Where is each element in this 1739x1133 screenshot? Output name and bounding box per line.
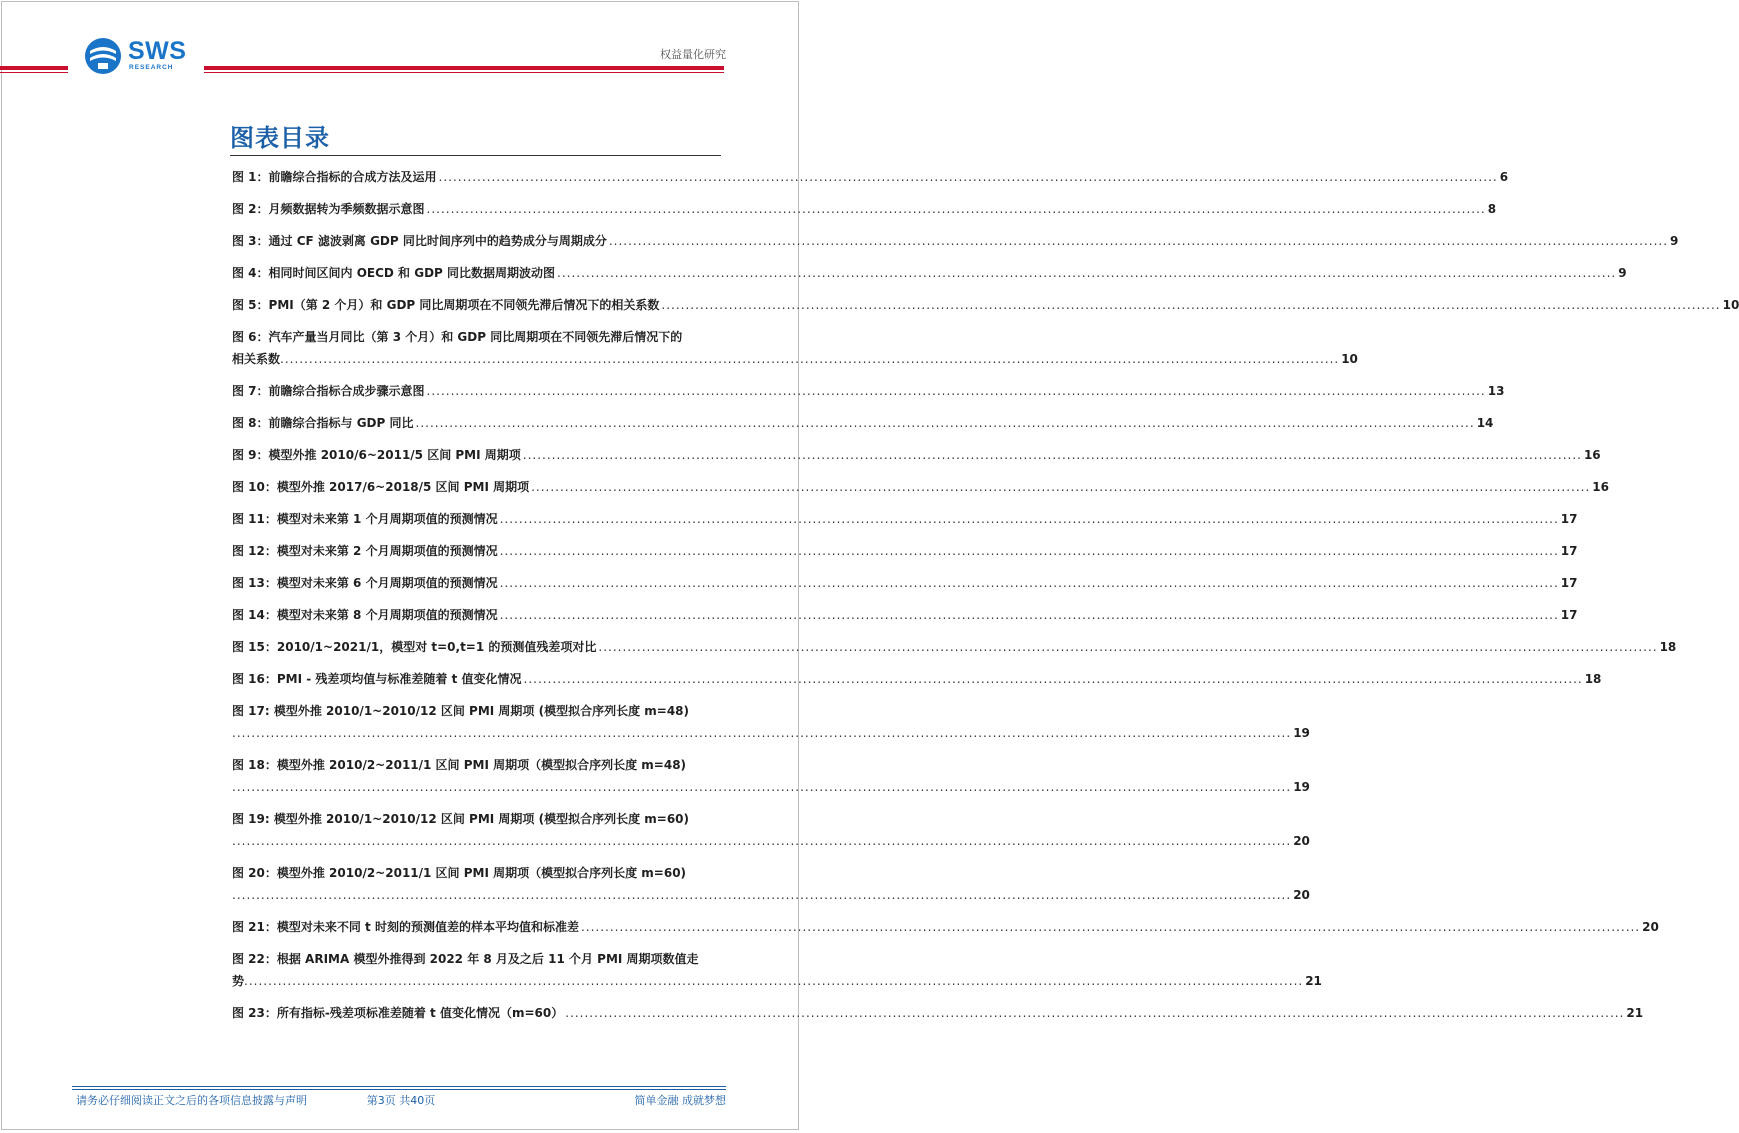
toc-leader-dots: ............................................................................................................................................................................................................................ [522, 448, 1582, 462]
toc-leader-dots: ............................................................................................................................................................................................................................ [531, 480, 1591, 494]
toc-entry-page: 21 [1305, 974, 1322, 988]
footer-disclaimer: 请务必仔细阅读正文之后的各项信息披露与声明 [76, 1094, 307, 1107]
toc-entry-text: 图 6：汽车产量当月同比（第 3 个月）和 GDP 同比周期项在不同领先滞后情况下的 [232, 330, 683, 344]
toc-leader-dots: ............................................................................................................................................................................................................................ [565, 1006, 1625, 1020]
section-label: 权益量化研究 [660, 48, 726, 61]
footer-rule [72, 1086, 726, 1087]
toc-entry-text: 图 11：模型对未来第 1 个月周期项值的预测情况 [232, 512, 498, 526]
toc-leader-dots: ............................................................................................................................................................................................................................ [280, 352, 1340, 366]
footer-page-info: 第3页 共40页 [366, 1094, 436, 1107]
toc-leader-dots: ............................................................................................................................................................................................................................ [232, 888, 1292, 902]
header-rule-right-thin [204, 72, 724, 73]
toc-entry-page: 20 [1642, 920, 1659, 934]
toc-entry-page: 17 [1560, 512, 1578, 526]
title-divider [230, 155, 721, 156]
toc-leader-dots: ............................................................................................................................................................................................................................ [499, 576, 1559, 590]
toc-entry-text: 图 8：前瞻综合指标与 GDP 同比 [232, 416, 414, 430]
toc-entry-page: 17 [1560, 544, 1578, 558]
toc-entry-text: 图 19: 模型外推 2010/1~2010/12 区间 PMI 周期项 (模型拟合序列长度 m=60) [232, 812, 690, 826]
toc-entry-text: 图 4：相同时间区间内 OECD 和 GDP 同比数据周期波动图 [232, 266, 556, 280]
toc-leader-dots: ............................................................................................................................................................................................................................ [580, 920, 1641, 934]
toc-entry[interactable] [232, 477, 1609, 509]
toc-entry[interactable] [232, 263, 1627, 295]
toc-entry-page: 18 [1584, 672, 1602, 686]
toc-leader-dots: ............................................................................................................................................................................................................................ [499, 512, 1559, 526]
toc-entry-text: 图 16：PMI - 残差项均值与标准差随着 t 值变化情况 [232, 672, 522, 686]
toc-entry[interactable] [232, 863, 1310, 917]
toc-entry-page: 10 [1722, 298, 1739, 312]
toc-leader-dots: ............................................................................................................................................................................................................................ [608, 234, 1669, 248]
toc-leader-dots: ............................................................................................................................................................................................................................ [499, 544, 1559, 558]
toc-entry-page: 16 [1583, 448, 1601, 462]
toc-entry[interactable] [232, 1003, 1644, 1035]
logo-text: SWS [128, 37, 187, 65]
toc-entry[interactable] [232, 605, 1578, 637]
toc-entry-page: 19 [1293, 726, 1310, 740]
toc-leader-dots: ............................................................................................................................................................................................................................ [661, 298, 1721, 312]
toc-entry[interactable] [232, 701, 1310, 755]
header-rule-left [0, 66, 68, 70]
toc-entry-page: 9 [1618, 266, 1627, 280]
toc-entry-page: 20 [1293, 834, 1310, 848]
toc-entry-page: 13 [1487, 384, 1505, 398]
toc-entry[interactable] [232, 669, 1602, 701]
toc-leader-dots: ............................................................................................................................................................................................................................ [244, 974, 1304, 988]
toc-entry-page: 21 [1626, 1006, 1644, 1020]
toc-entry-text-cont: 势 [232, 974, 245, 988]
toc-entry-text: 图 14：模型对未来第 8 个月周期项值的预测情况 [232, 608, 498, 622]
toc-entry-text: 图 18：模型外推 2010/2~2011/1 区间 PMI 周期项（模型拟合序列长度 m=48) [232, 758, 687, 772]
toc-leader-dots: ............................................................................................................................................................................................................................ [415, 416, 1475, 430]
toc-leader-dots: ............................................................................................................................................................................................................................ [426, 384, 1486, 398]
page-title: 图表目录 [230, 124, 330, 152]
toc-entry[interactable] [232, 231, 1679, 263]
toc-entry-page: 18 [1659, 640, 1677, 654]
toc-entry-text: 图 17: 模型外推 2010/1~2010/12 区间 PMI 周期项 (模型拟合序列长度 m=48) [232, 704, 690, 718]
toc-entry-text: 图 1：前瞻综合指标的合成方法及运用 [232, 170, 437, 184]
toc-entry[interactable] [232, 509, 1578, 541]
toc-leader-dots: ............................................................................................................................................................................................................................ [232, 726, 1292, 740]
toc-entry-page: 17 [1560, 608, 1578, 622]
toc-entry-text: 图 13：模型对未来第 6 个月周期项值的预测情况 [232, 576, 498, 590]
footer-rule-thin [72, 1089, 726, 1090]
toc-entry-text: 图 5：PMI（第 2 个月）和 GDP 同比周期项在不同领先滞后情况下的相关系数 [232, 298, 660, 312]
toc-entry[interactable] [232, 445, 1601, 477]
footer-slogan: 简单金融 成就梦想 [634, 1094, 726, 1107]
toc-entry[interactable] [232, 327, 1358, 381]
toc-leader-dots: ............................................................................................................................................................................................................................ [523, 672, 1583, 686]
toc-entry-page: 14 [1476, 416, 1494, 430]
sws-logo-icon [84, 37, 122, 75]
toc-leader-dots: ............................................................................................................................................................................................................................ [232, 780, 1292, 794]
toc-entry-text-cont: 相关系数 [232, 352, 281, 366]
toc-entry-text: 图 21：模型对未来不同 t 时刻的预测值差的样本平均值和标准差 [232, 920, 579, 934]
toc-entry[interactable] [232, 413, 1494, 445]
figure-list [232, 167, 1739, 1035]
toc-entry[interactable] [232, 809, 1310, 863]
toc-entry[interactable] [232, 573, 1578, 605]
toc-entry[interactable] [232, 949, 1322, 1003]
toc-entry-text: 图 9：模型外推 2010/6~2011/5 区间 PMI 周期项 [232, 448, 521, 462]
toc-entry[interactable] [232, 917, 1659, 949]
toc-entry[interactable] [232, 541, 1578, 573]
toc-entry-page: 16 [1592, 480, 1609, 494]
header-rule-right [204, 66, 724, 70]
toc-leader-dots: ............................................................................................................................................................................................................................ [557, 266, 1617, 280]
toc-entry[interactable] [232, 637, 1677, 669]
toc-entry-page: 6 [1499, 170, 1509, 184]
toc-entry-text: 图 20：模型外推 2010/2~2011/1 区间 PMI 周期项（模型拟合序列长度 m=60) [232, 866, 687, 880]
toc-entry[interactable] [232, 381, 1505, 413]
toc-entry-text: 图 10：模型外推 2017/6~2018/5 区间 PMI 周期项 [232, 480, 530, 494]
toc-entry-text: 图 22：根据 ARIMA 模型外推得到 2022 年 8 月及之后 11 个月 PMI 周期项数值走 [232, 952, 699, 966]
toc-entry-page: 20 [1293, 888, 1310, 902]
toc-leader-dots: ............................................................................................................................................................................................................................ [232, 834, 1292, 848]
header-rule-left-thin [0, 72, 68, 73]
toc-leader-dots: ............................................................................................................................................................................................................................ [438, 170, 1498, 184]
logo-subtext: RESEARCH [129, 64, 174, 71]
toc-entry[interactable] [232, 199, 1497, 231]
toc-entry-text: 图 7：前瞻综合指标合成步骤示意图 [232, 384, 425, 398]
toc-entry-text: 图 12：模型对未来第 2 个月周期项值的预测情况 [232, 544, 498, 558]
toc-entry-page: 10 [1341, 352, 1358, 366]
toc-entry-page: 9 [1670, 234, 1679, 248]
toc-leader-dots: ............................................................................................................................................................................................................................ [426, 202, 1486, 216]
toc-entry[interactable] [232, 755, 1310, 809]
toc-entry-text: 图 3：通过 CF 滤波剥离 GDP 同比时间序列中的趋势成分与周期成分 [232, 234, 607, 248]
toc-leader-dots: ............................................................................................................................................................................................................................ [499, 608, 1559, 622]
toc-entry-page: 8 [1487, 202, 1497, 216]
toc-entry[interactable] [232, 295, 1739, 327]
toc-leader-dots: ............................................................................................................................................................................................................................ [598, 640, 1658, 654]
toc-entry[interactable] [232, 167, 1509, 199]
toc-entry-text: 图 2：月频数据转为季频数据示意图 [232, 202, 425, 216]
toc-entry-text: 图 15：2010/1~2021/1，模型对 t=0,t=1 的预测值残差项对比 [232, 640, 597, 654]
toc-entry-page: 17 [1560, 576, 1578, 590]
toc-entry-text: 图 23：所有指标-残差项标准差随着 t 值变化情况（m=60） [232, 1006, 564, 1020]
toc-entry-page: 19 [1293, 780, 1310, 794]
